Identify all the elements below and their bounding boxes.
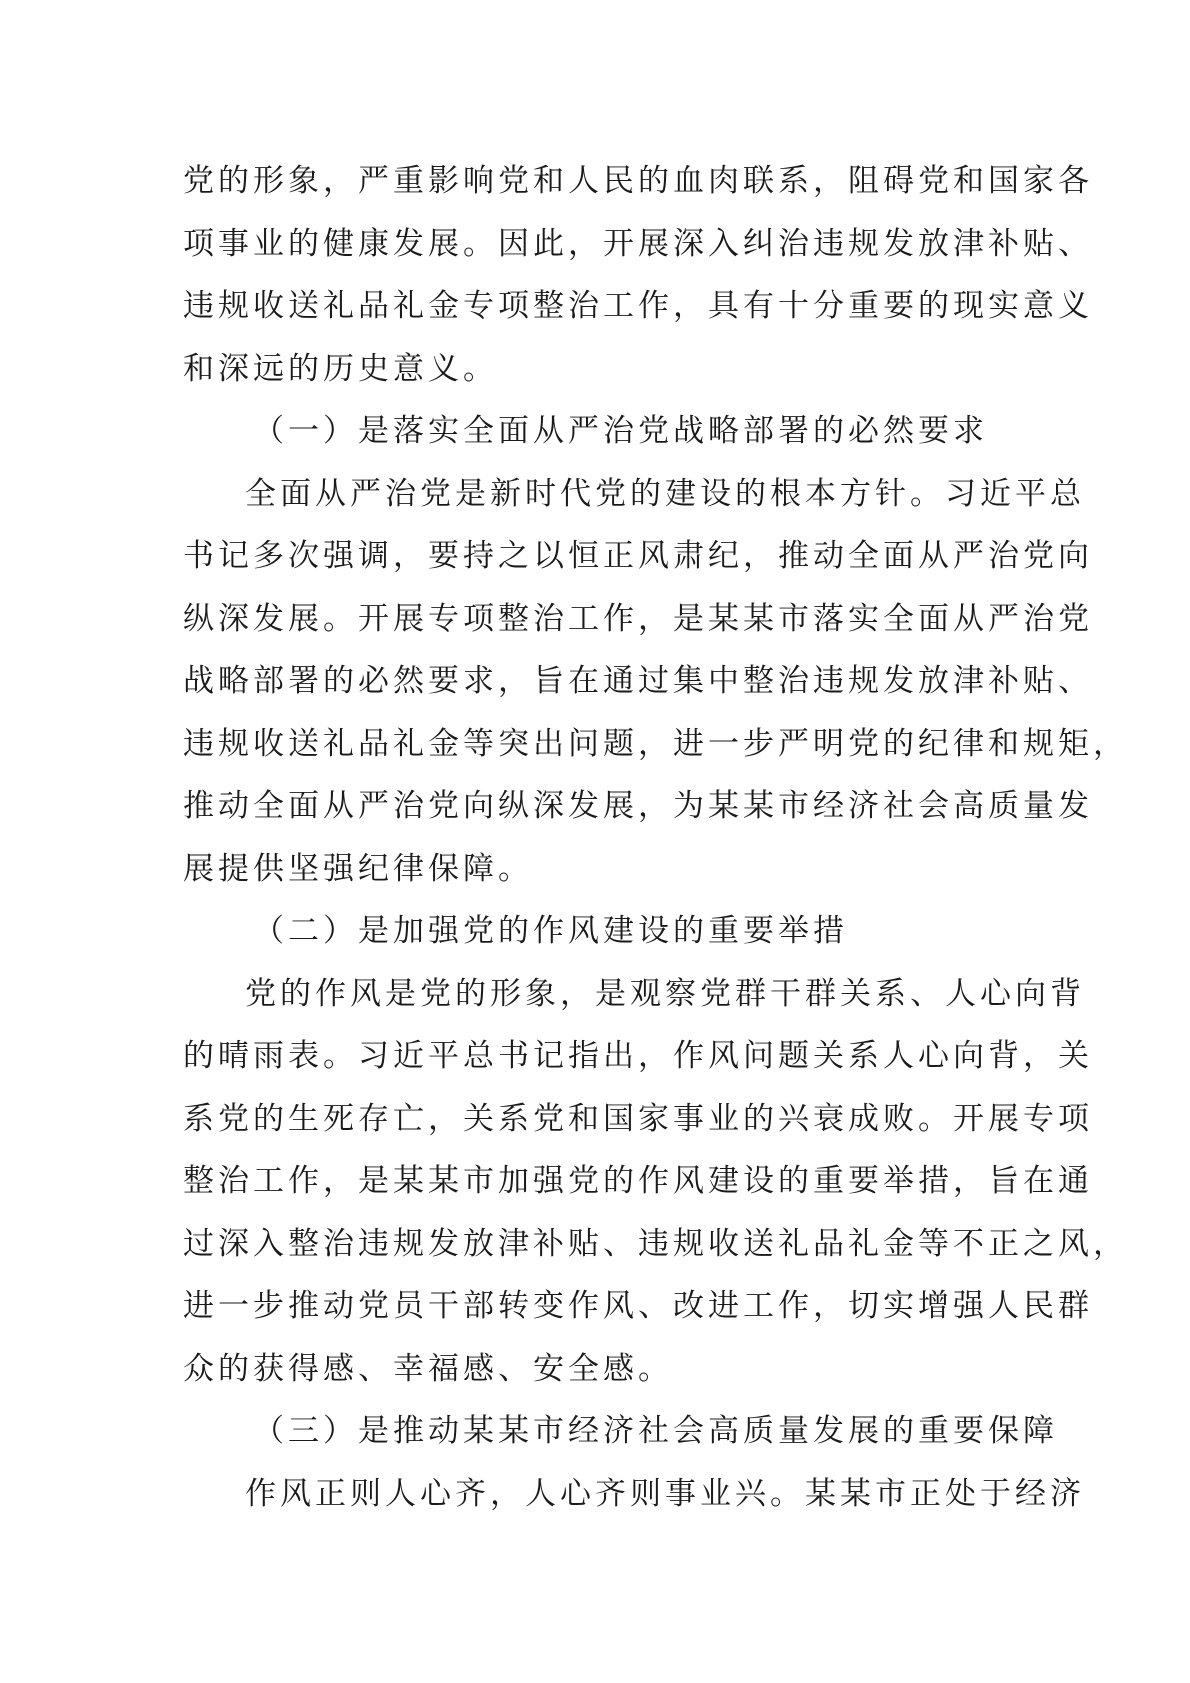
text-line: 众的获得感、幸福感、安全感。 xyxy=(183,1350,673,1387)
text-line: 过深入整治违规发放津补贴、违规收送礼品礼金等不正之风， xyxy=(183,1225,1128,1262)
text-line: 书记多次强调，要持之以恒正风肃纪，推动全面从严治党向 xyxy=(183,538,1093,574)
section-heading-2: （二）是加强党的作风建设的重要举措 xyxy=(253,913,848,949)
text-line: 违规收送礼品礼金等突出问题，进一步严明党的纪律和规矩， xyxy=(183,725,1128,762)
text-line: 战略部署的必然要求，旨在通过集中整治违规发放津补贴、 xyxy=(183,663,1093,699)
text-line: 进一步推动党员干部转变作风、改进工作，切实增强人民群 xyxy=(183,1288,1093,1324)
paragraph-start: 全面从严治党是新时代党的建设的根本方针。习近平总 xyxy=(245,475,1085,512)
text-line: 展提供坚强纪律保障。 xyxy=(183,850,533,887)
text-line: 党的形象，严重影响党和人民的血肉联系，阻碍党和国家各 xyxy=(183,163,1093,199)
text-line: 和深远的历史意义。 xyxy=(183,350,498,387)
text-line: 系党的生死存亡，关系党和国家事业的兴衰成败。开展专项 xyxy=(183,1100,1093,1137)
text-line: 推动全面从严治党向纵深发展，为某某市经济社会高质量发 xyxy=(183,788,1093,824)
text-line: 项事业的健康发展。因此，开展深入纠治违规发放津补贴、 xyxy=(183,225,1093,262)
section-heading-3: （三）是推动某某市经济社会高质量发展的重要保障 xyxy=(253,1413,1058,1449)
paragraph-start: 党的作风是党的形象，是观察党群干群关系、人心向背 xyxy=(245,975,1085,1012)
text-line: 违规收送礼品礼金专项整治工作，具有十分重要的现实意义 xyxy=(183,288,1093,324)
section-heading-1: （一）是落实全面从严治党战略部署的必然要求 xyxy=(253,413,988,449)
text-line: 整治工作，是某某市加强党的作风建设的重要举措，旨在通 xyxy=(183,1163,1093,1199)
document-page xyxy=(183,150,1128,1525)
text-line: 的晴雨表。习近平总书记指出，作风问题关系人心向背，关 xyxy=(183,1038,1093,1074)
text-line: 纵深发展。开展专项整治工作，是某某市落实全面从严治党 xyxy=(183,600,1093,637)
paragraph-start: 作风正则人心齐，人心齐则事业兴。某某市正处于经济 xyxy=(245,1475,1085,1512)
